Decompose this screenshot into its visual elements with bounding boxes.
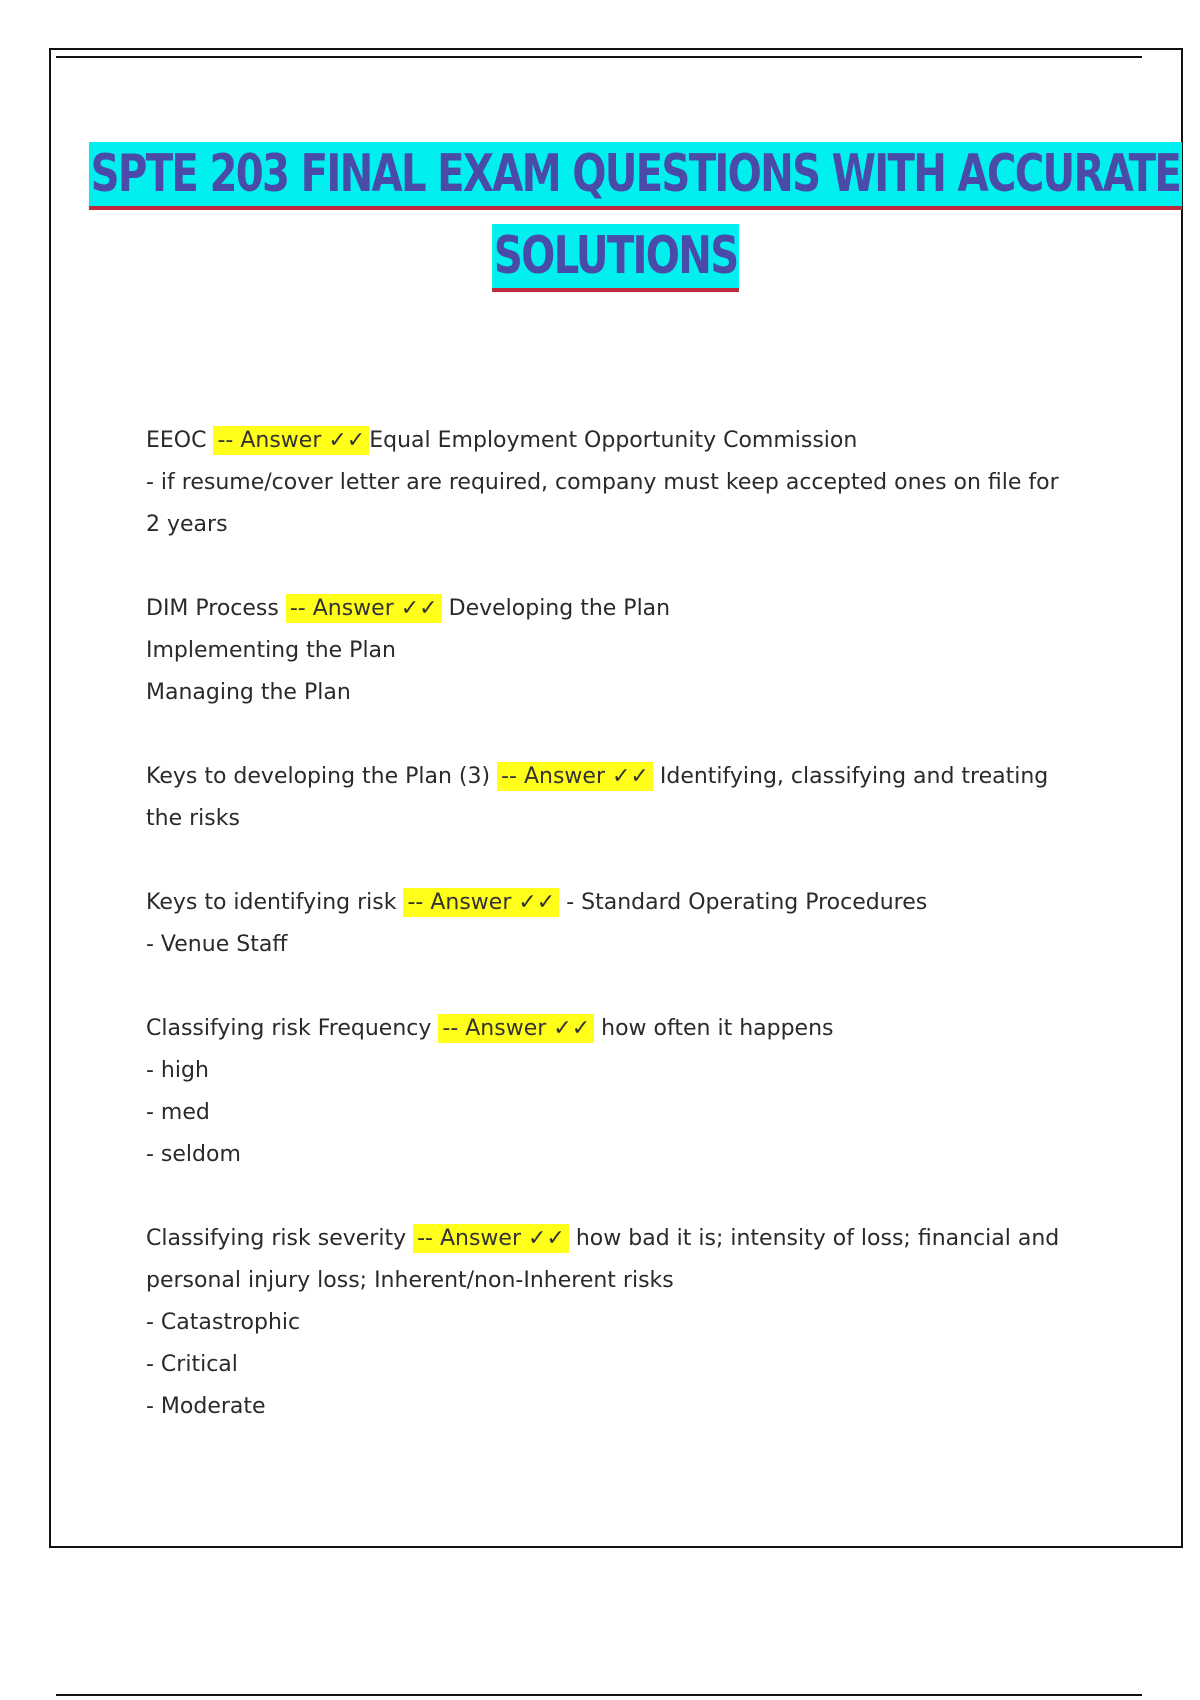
detail-line: - med (146, 1100, 210, 1125)
definition: how bad it is; intensity of loss; financial and personal injury loss; Inherent/non-Inherent risks (146, 1226, 1060, 1293)
answer-marker: -- Answer ✓✓ (413, 1224, 569, 1253)
term: Classifying risk Frequency (146, 1016, 432, 1041)
detail-line: - seldom (146, 1142, 241, 1167)
definition: - Standard Operating Procedures (566, 890, 928, 915)
title-line-2: SOLUTIONS (492, 224, 739, 292)
qa-entry-eeoc (146, 420, 1076, 546)
qa-entry-first-line (146, 420, 1076, 462)
qa-entry-dim-process (146, 588, 1076, 714)
term: Classifying risk severity (146, 1226, 407, 1251)
term: Keys to developing the Plan (3) (146, 764, 491, 789)
qa-entry-risk-severity (146, 1218, 1076, 1428)
term: Keys to identifying risk (146, 890, 397, 915)
detail-line: - high (146, 1058, 209, 1083)
detail-line: Managing the Plan (146, 680, 351, 705)
qa-entry-first-line (146, 588, 1076, 630)
term: DIM Process (146, 596, 279, 621)
answer-marker: -- Answer ✓✓ (286, 594, 442, 623)
answer-marker: -- Answer ✓✓ (438, 1014, 594, 1043)
qa-entry-keys-identifying-risk (146, 882, 1076, 966)
detail-line: - Moderate (146, 1394, 266, 1419)
title-line-1: SPTE 203 FINAL EXAM QUESTIONS WITH ACCURATE (89, 142, 1182, 210)
qa-entry-first-line (146, 882, 1076, 924)
qa-entry-first-line (146, 756, 1076, 840)
qa-entry-keys-developing-plan (146, 756, 1076, 840)
qa-entry-risk-frequency (146, 1008, 1076, 1176)
detail-line: - Catastrophic (146, 1310, 301, 1335)
detail-line: - Venue Staff (146, 932, 288, 957)
detail-line: Implementing the Plan (146, 638, 396, 663)
definition: Developing the Plan (448, 596, 671, 621)
answer-marker: -- Answer ✓✓ (497, 762, 653, 791)
answer-marker: -- Answer ✓✓ (403, 888, 559, 917)
definition: Identifying, classifying and treating the risks (146, 764, 1049, 831)
detail-line: - Critical (146, 1352, 238, 1377)
qa-list (146, 420, 1076, 1470)
detail-line: - if resume/cover letter are required, company must keep accepted ones on file for 2 years (146, 470, 1059, 537)
definition: Equal Employment Opportunity Commission (369, 428, 858, 453)
term: EEOC (146, 428, 207, 453)
bottom-rule (56, 1694, 1142, 1696)
qa-entry-first-line (146, 1008, 1076, 1050)
document-title (0, 142, 1200, 292)
qa-entry-first-line (146, 1218, 1076, 1302)
answer-marker: -- Answer ✓✓ (213, 426, 369, 455)
definition: how often it happens (601, 1016, 834, 1041)
